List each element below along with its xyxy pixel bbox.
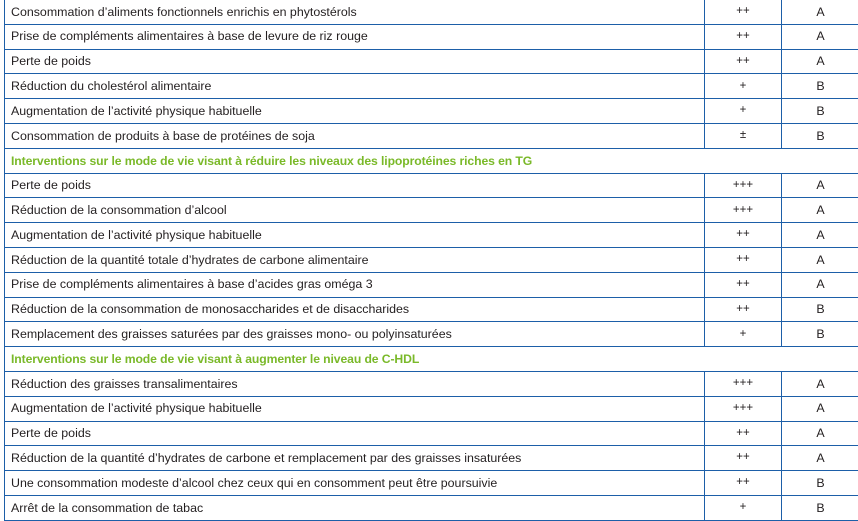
evidence-level-cell: +	[705, 495, 782, 520]
intervention-cell: Consommation d’aliments fonctionnels enrichis en phytostérols	[5, 0, 705, 24]
table-row	[5, 0, 858, 24]
grade-cell: B	[782, 322, 858, 347]
table-row	[5, 247, 858, 272]
intervention-cell: Arrêt de la consommation de tabac	[5, 495, 705, 520]
intervention-cell: Réduction de la consommation de monosaccharides et de disaccharides	[5, 297, 705, 322]
table-row	[5, 223, 858, 248]
intervention-cell: Prise de compléments alimentaires à base de levure de riz rouge	[5, 24, 705, 49]
recommendations-table-body	[5, 0, 858, 520]
evidence-level-cell: +	[705, 74, 782, 99]
intervention-cell: Réduction du cholestérol alimentaire	[5, 74, 705, 99]
evidence-level-cell: ±	[705, 123, 782, 148]
table-row	[5, 421, 858, 446]
evidence-level-cell: ++	[705, 297, 782, 322]
evidence-level-cell: ++	[705, 471, 782, 496]
table-row	[5, 173, 858, 198]
table-row	[5, 198, 858, 223]
section-heading: Interventions sur le mode de vie visant à réduire les niveaux des lipoprotéines riches en TG	[5, 148, 858, 173]
intervention-cell: Prise de compléments alimentaires à base d’acides gras oméga 3	[5, 272, 705, 297]
evidence-level-cell: +++	[705, 198, 782, 223]
table-row	[5, 49, 858, 74]
evidence-level-cell: +	[705, 99, 782, 124]
section-heading-row	[5, 347, 858, 372]
grade-cell: A	[782, 173, 858, 198]
grade-cell: A	[782, 272, 858, 297]
section-heading-row	[5, 148, 858, 173]
grade-cell: A	[782, 0, 858, 24]
table-row	[5, 272, 858, 297]
grade-cell: A	[782, 223, 858, 248]
grade-cell: A	[782, 49, 858, 74]
intervention-cell: Réduction de la quantité totale d’hydrates de carbone alimentaire	[5, 247, 705, 272]
table-row	[5, 99, 858, 124]
table-row	[5, 74, 858, 99]
evidence-level-cell: ++	[705, 223, 782, 248]
grade-cell: A	[782, 396, 858, 421]
grade-cell: A	[782, 446, 858, 471]
recommendations-table	[4, 0, 858, 521]
evidence-level-cell: ++	[705, 421, 782, 446]
grade-cell: B	[782, 74, 858, 99]
intervention-cell: Réduction de la quantité d’hydrates de carbone et remplacement par des graisses insaturées	[5, 446, 705, 471]
table-row	[5, 471, 858, 496]
table-row	[5, 322, 858, 347]
grade-cell: A	[782, 371, 858, 396]
grade-cell: B	[782, 297, 858, 322]
intervention-cell: Perte de poids	[5, 421, 705, 446]
intervention-cell: Remplacement des graisses saturées par des graisses mono- ou polyinsaturées	[5, 322, 705, 347]
table-row	[5, 297, 858, 322]
table-row	[5, 396, 858, 421]
evidence-level-cell: +++	[705, 173, 782, 198]
grade-cell: B	[782, 471, 858, 496]
grade-cell: A	[782, 247, 858, 272]
intervention-cell: Perte de poids	[5, 173, 705, 198]
grade-cell: A	[782, 24, 858, 49]
intervention-cell: Réduction des graisses transalimentaires	[5, 371, 705, 396]
evidence-level-cell: +++	[705, 371, 782, 396]
table-row	[5, 24, 858, 49]
intervention-cell: Réduction de la consommation d’alcool	[5, 198, 705, 223]
table-row	[5, 371, 858, 396]
evidence-level-cell: ++	[705, 0, 782, 24]
intervention-cell: Augmentation de l’activité physique habituelle	[5, 223, 705, 248]
intervention-cell: Augmentation de l’activité physique habituelle	[5, 99, 705, 124]
grade-cell: A	[782, 198, 858, 223]
grade-cell: A	[782, 421, 858, 446]
intervention-cell: Consommation de produits à base de protéines de soja	[5, 123, 705, 148]
table-row	[5, 123, 858, 148]
evidence-level-cell: +++	[705, 396, 782, 421]
evidence-level-cell: ++	[705, 446, 782, 471]
section-heading: Interventions sur le mode de vie visant à augmenter le niveau de C-HDL	[5, 347, 858, 372]
table-row	[5, 495, 858, 520]
evidence-level-cell: ++	[705, 272, 782, 297]
grade-cell: B	[782, 99, 858, 124]
grade-cell: B	[782, 123, 858, 148]
intervention-cell: Augmentation de l’activité physique habituelle	[5, 396, 705, 421]
grade-cell: B	[782, 495, 858, 520]
table-row	[5, 446, 858, 471]
intervention-cell: Perte de poids	[5, 49, 705, 74]
evidence-level-cell: +	[705, 322, 782, 347]
intervention-cell: Une consommation modeste d’alcool chez ceux qui en consomment peut être poursuivie	[5, 471, 705, 496]
evidence-level-cell: ++	[705, 247, 782, 272]
evidence-level-cell: ++	[705, 49, 782, 74]
evidence-level-cell: ++	[705, 24, 782, 49]
